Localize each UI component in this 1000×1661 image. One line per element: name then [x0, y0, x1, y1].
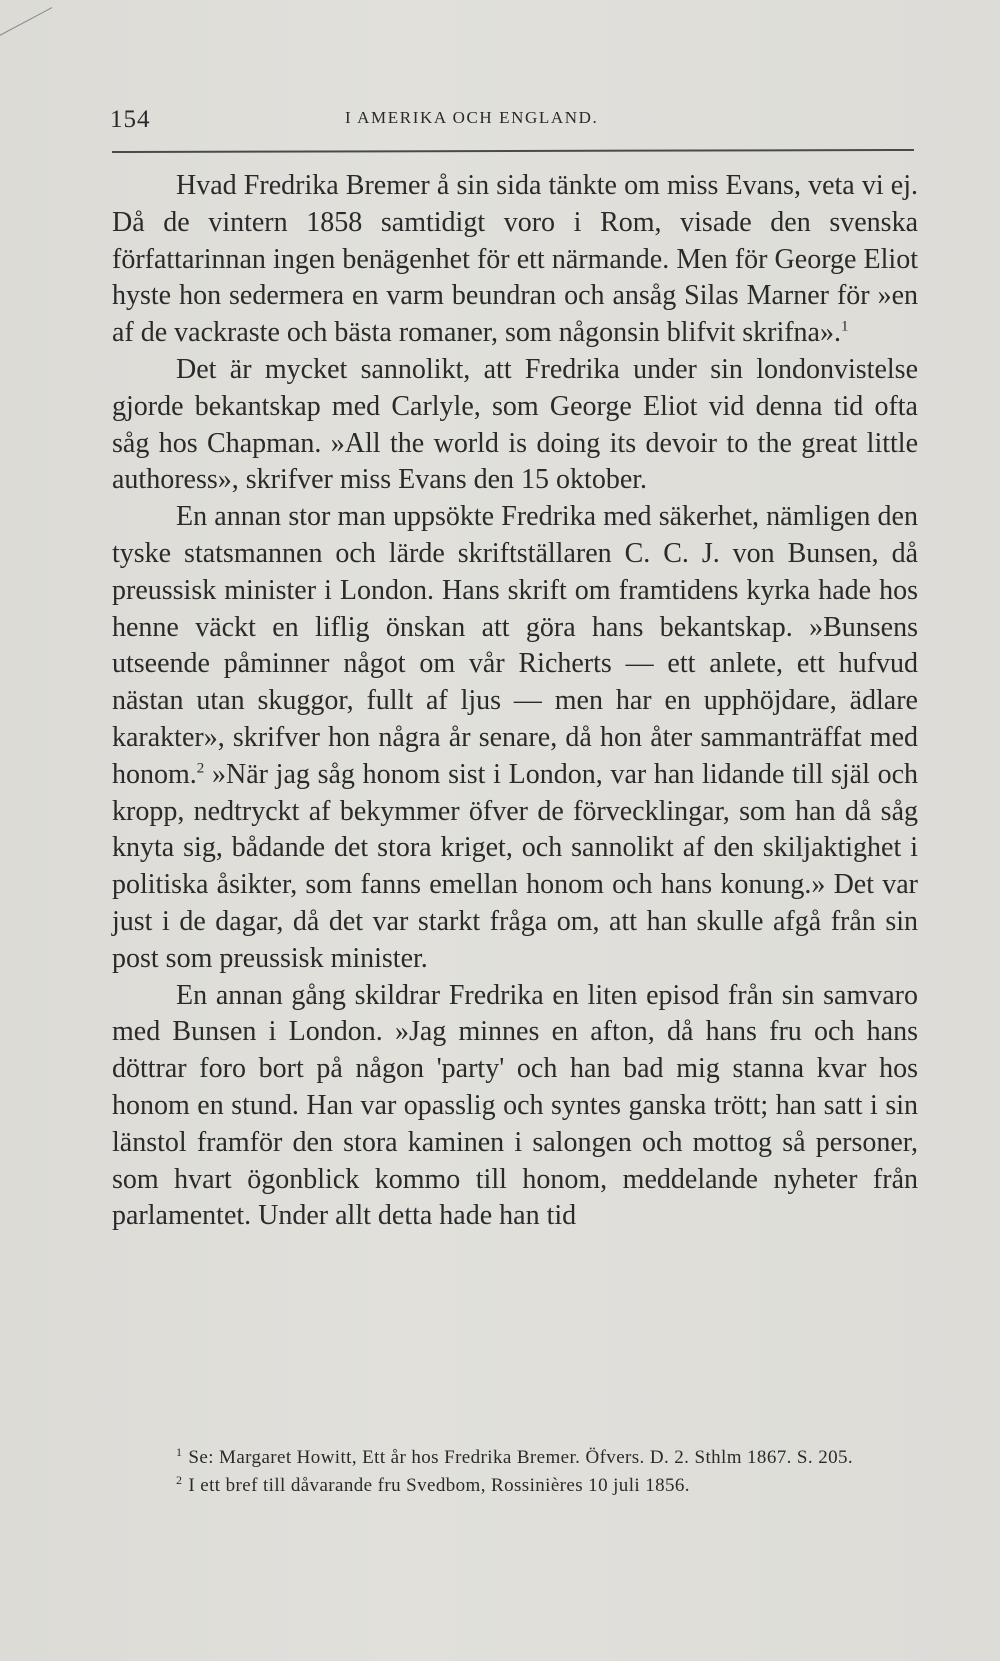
footnote-ref-2: 2 — [196, 760, 205, 777]
paragraph-text: En annan stor man uppsökte Fredrika med säkerhet, nämligen den tyske statsmannen och lärde skriftställaren C. C. J. von Bunsen, då preussisk minister i London. Hans skrift om framtidens kyrka hade hos henne väckt en liflig önskan att göra hans bekantskap. »Bunsens utseende påminner något om vår Richerts — ett anlete, ett hufvud nästan utan skuggor, fullt af ljus — men har en upphöjdare, ädlare karakter», skrifver hon några år senare, då hon åter sammanträffat med honom. — [112, 501, 918, 790]
header-rule — [112, 149, 914, 153]
paragraph-text: Hvad Fredrika Bremer å sin sida tänkte om miss Evans, veta vi ej. Då de vintern 1858 samtidigt voro i Rom, visade den svenska författarinnan ingen benägenhet för ett närmande. Men för George Eliot hyste hon sedermera en varm beundran och ansåg Silas Marner för »en af de vackraste och bästa romaner, som någonsin blifvit skrifna». — [112, 170, 918, 349]
footnote-ref-1: 1 — [840, 318, 849, 335]
footnote-text: Se: Margaret Howitt, Ett år hos Fredrika Bremer. Öfvers. D. 2. Sthlm 1867. S. 205. — [188, 1447, 854, 1468]
paragraph-2 — [112, 352, 918, 499]
footnote-2 — [112, 1472, 918, 1500]
page-number: 154 — [110, 106, 151, 133]
footnote-mark: 2 — [176, 1472, 183, 1487]
running-head: I AMERIKA OCH ENGLAND. — [345, 108, 599, 127]
body-text — [112, 168, 918, 1235]
paragraph-1 — [112, 168, 918, 352]
footnotes — [112, 1444, 918, 1500]
paragraph-4 — [112, 978, 918, 1236]
page-header — [110, 100, 910, 140]
paragraph-3 — [112, 499, 918, 977]
paragraph-text: »När jag såg honom sist i London, var han lidande till själ och kropp, nedtryckt af bekymmer öfver de förvecklingar, som han då såg knyta sig, bådande det stora kriget, och sannolikt af den skiljaktighet i politiska åsikter, som fanns emellan honom och hans konung.» Det var just i de dagar, då det var starkt fråga om, att han skulle afgå från sin post som preussisk minister. — [112, 758, 918, 974]
paragraph-text: En annan gång skildrar Fredrika en liten episod från sin samvaro med Bunsen i London. »Jag minnes en afton, då hans fru och hans döttrar foro bort på någon 'party' och han bad mig stanna kvar hos honom en stund. Han var opasslig och syntes ganska trött; han satt i sin länstol framför den stora kaminen i salongen och mottog så personer, som hvart ögonblick kommo till honom, meddelande nyheter från parlamentet. Under allt detta hade han tid — [112, 979, 918, 1232]
footnote-mark: 1 — [176, 1444, 183, 1459]
paragraph-text: Det är mycket sannolikt, att Fredrika under sin londonvistelse gjorde bekantskap med Carlyle, som George Eliot vid denna tid ofta såg hos Chapman. »All the world is doing its devoir to the great little authoress», skrifver miss Evans den 15 oktober. — [112, 353, 918, 496]
footnote-1 — [112, 1444, 918, 1472]
page-corner-mark — [0, 7, 52, 41]
footnote-text: I ett bref till dåvarande fru Svedbom, Rossinières 10 juli 1856. — [188, 1475, 690, 1496]
